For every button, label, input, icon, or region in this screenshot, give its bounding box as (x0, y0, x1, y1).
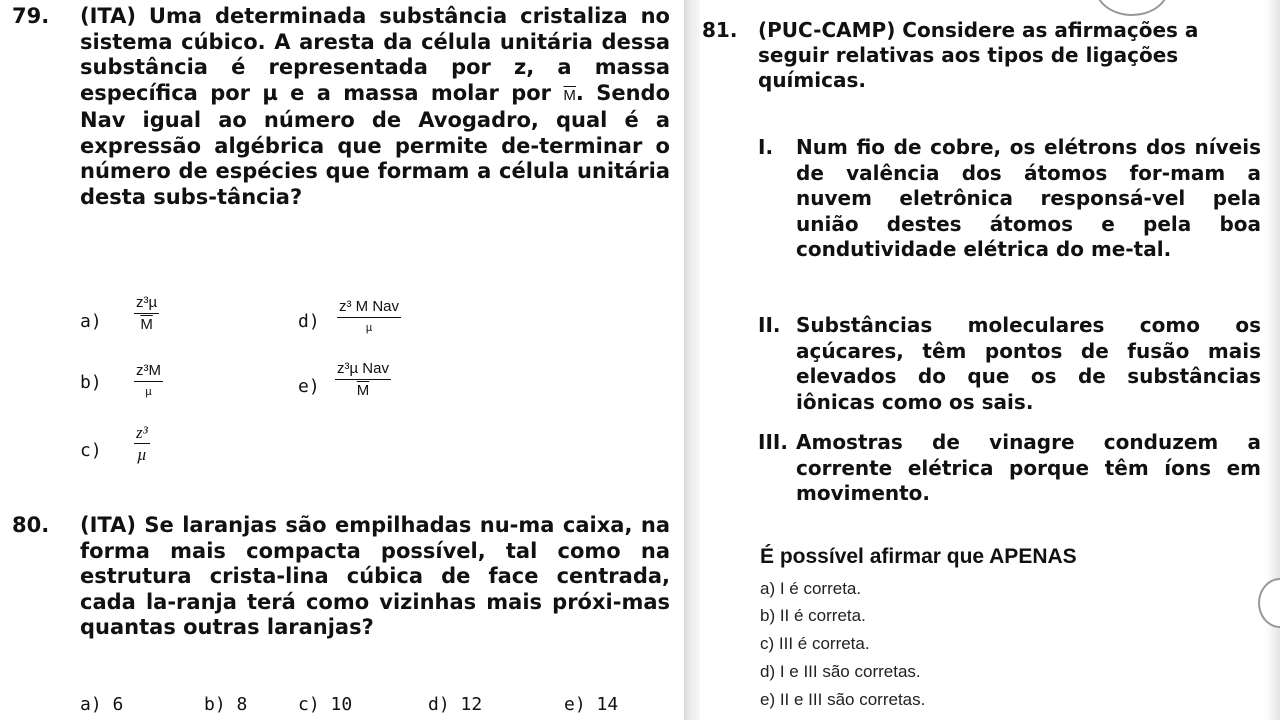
q79-option-c-numerator: z³ (136, 423, 148, 442)
q80-text: (ITA) Se laranjas são empilhadas nu-ma caixa, na forma mais compacta possível, tal como na estrutura crista-lina cúbica de face centrada, cada la-ranja terá como vizinhas mais próxi-mas quantas outras laranjas? (80, 513, 670, 639)
q79-option-a-numerator: z³µ (134, 294, 159, 314)
q81-statement-1: Num fio de cobre, os elétrons dos níveis de valência dos átomos for-mam a nuvem eletrônica responsá-vel pela união destes átomos e pela boa condutividade elétrica do me-tal. (796, 135, 1261, 262)
q80-option-e: e) 14 (564, 694, 619, 715)
q81-statement-3-number: III. (758, 430, 788, 454)
q80-option-d: d) 12 (428, 694, 483, 715)
q80-option-c: c) 10 (298, 694, 353, 715)
q79-option-b-fraction (134, 362, 163, 401)
q81-text: (PUC-CAMP) Considere as afirmações a seguir relativas aos tipos de ligações químicas. (758, 18, 1199, 92)
q81-answer-d: d) I e III são corretas. (760, 662, 921, 681)
q79-option-a-fraction (134, 294, 159, 333)
right-page (700, 0, 1280, 720)
q81-statement-1-number: I. (758, 135, 774, 159)
q79-option-b-label: b) (80, 372, 102, 393)
q79-option-a-denominator: $\overline{M}$ (140, 316, 153, 333)
q79-option-d-numerator: z³ M Nav (337, 298, 401, 318)
q81-statement-2-number: II. (758, 313, 781, 337)
q81-statement-3: Amostras de vinagre conduzem a corrente elétrica porque têm íons em movimento. (796, 430, 1261, 506)
q79-option-e-denominator: $\overline{M}$ (356, 382, 370, 399)
q79-option-c-fraction (134, 424, 150, 463)
q79-number: 79. (12, 4, 50, 28)
q81-answer-c: c) III é correta. (760, 634, 870, 653)
q79-text-part2: . Sendo Nav igual ao número de Avogadro, qual é a expressão algébrica que permite de-terminar o número de espécies que formam a célula unitária desta subs-tância? (80, 80, 671, 209)
q80-option-a: a) 6 (80, 694, 124, 715)
page-divider (684, 0, 700, 720)
q79-option-e-label: e) (298, 376, 320, 397)
q80-number: 80. (12, 513, 50, 537)
q79-option-b-numerator: z³M (134, 362, 163, 382)
q79-option-e-numerator: z³µ Nav (335, 360, 391, 380)
q81-answer-e: e) II e III são corretas. (760, 690, 926, 709)
q79-text (80, 4, 670, 210)
q80-option-b: b) 8 (204, 694, 248, 715)
q79-option-d-fraction (337, 298, 401, 337)
q79-option-e-fraction (335, 360, 391, 399)
q81-prompt: É possível afirmar que APENAS (760, 545, 1077, 568)
q79-text-M: $\overline{M}$ (563, 86, 576, 104)
q81-answer-b: b) II é correta. (760, 606, 866, 625)
q79-option-c-denominator: µ (136, 445, 147, 464)
q79-option-a-label: a) (80, 311, 102, 332)
q79-option-d-label: d) (298, 311, 320, 332)
q79-option-c-label: c) (80, 440, 102, 461)
q79-option-d-denominator: µ (365, 322, 373, 334)
q81-statement-2: Substâncias moleculares como os açúcares, têm pontos de fusão mais elevados do que os de substâncias iônicas como os sais. (796, 313, 1261, 414)
q81-answer-a: a) I é correta. (760, 579, 862, 598)
q81-number: 81. (702, 18, 738, 42)
q79-option-b-denominator: µ (145, 386, 152, 398)
q79-text-part1: (ITA) Uma determinada substância cristaliza no sistema cúbico. A aresta da célula unitária dessa substância é representada por z, a massa específica por µ e a massa molar por (80, 4, 670, 105)
